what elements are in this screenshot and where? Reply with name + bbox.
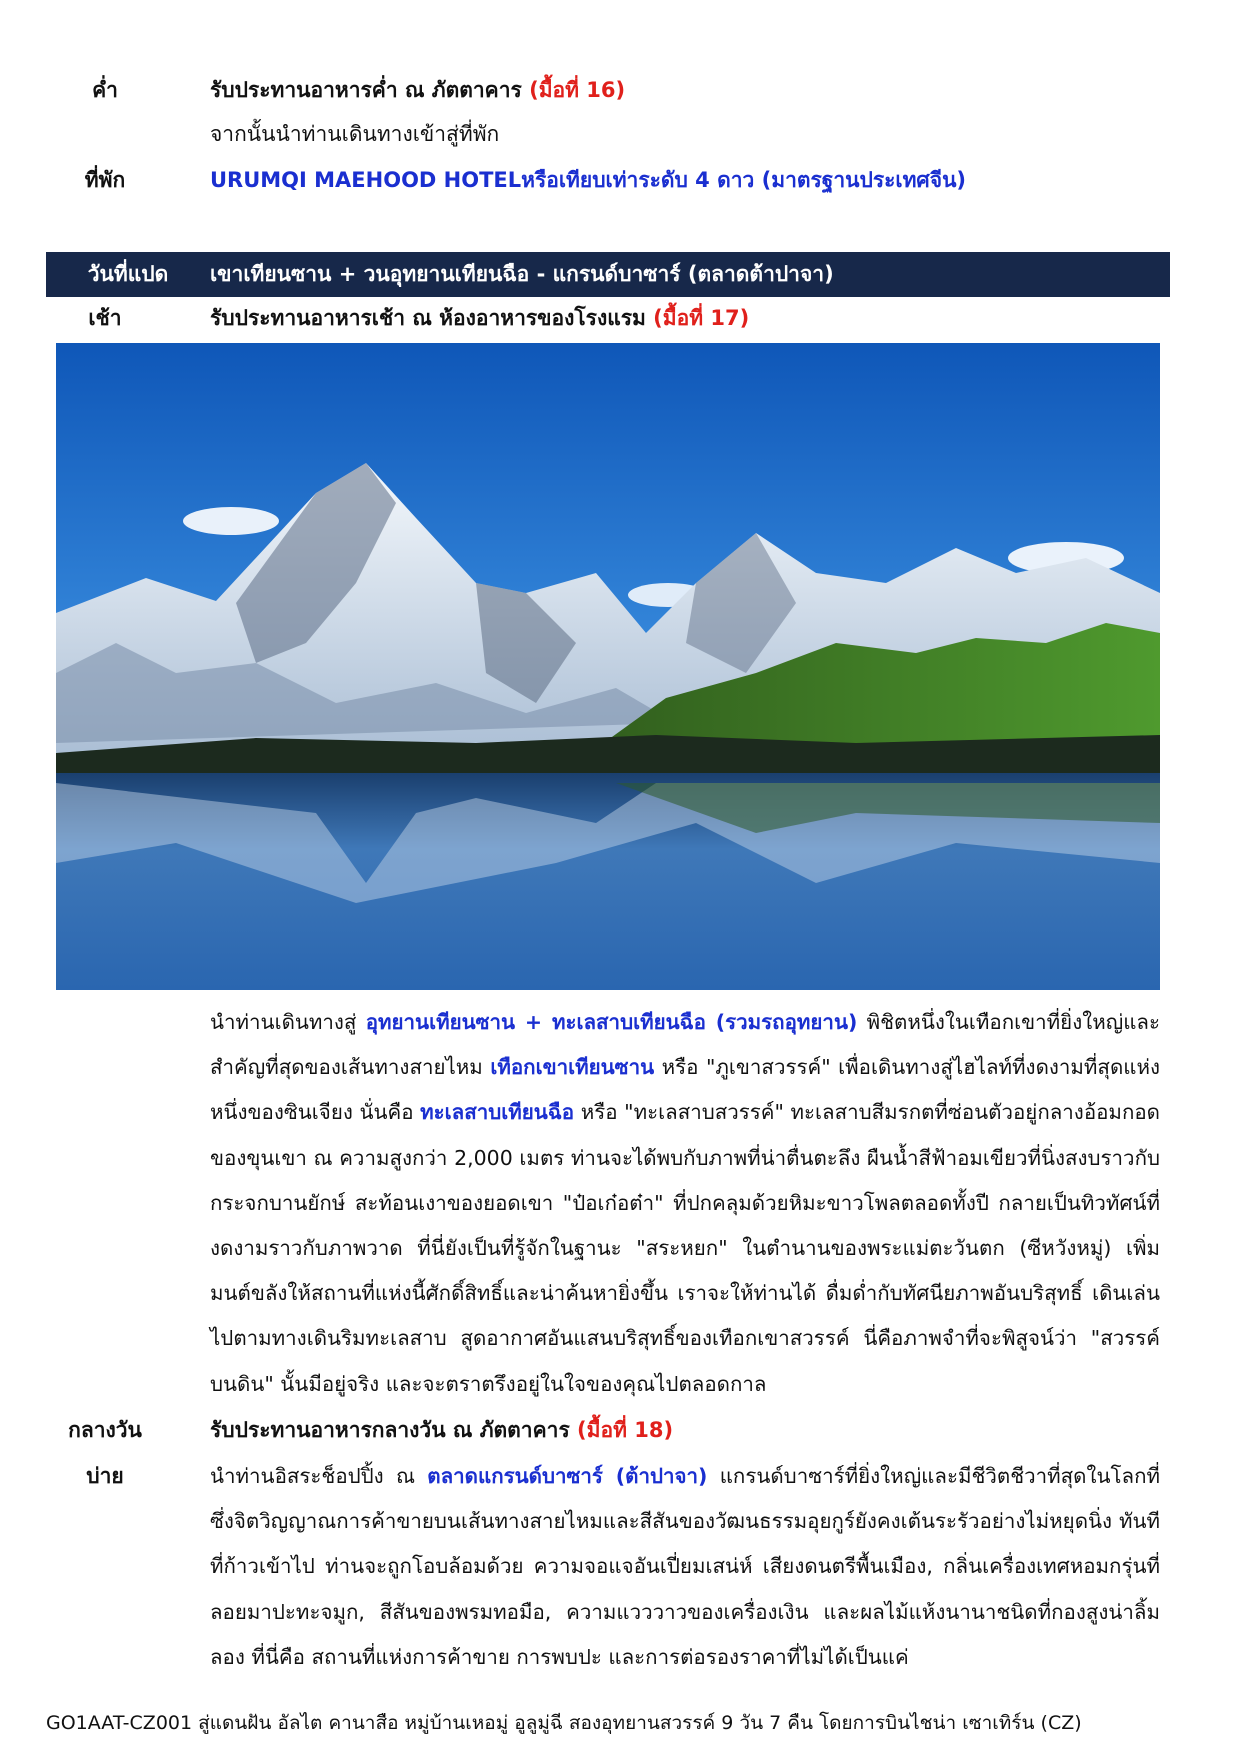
dinner-label: ค่ำ	[92, 78, 118, 102]
tianchi-intro: นำท่านเดินทางสู่	[210, 1010, 357, 1034]
lunch-text: รับประทานอาหารกลางวัน ณ ภัตตาคาร	[210, 1418, 570, 1442]
hotel-label: ที่พัก	[84, 168, 126, 192]
breakfast-meal-number: (มื้อที่ 17)	[653, 306, 750, 330]
breakfast-text-line	[210, 296, 749, 340]
breakfast-text: รับประทานอาหารเช้า ณ ห้องอาหารของโรงแรม	[210, 306, 646, 330]
page-footer: GO1AAT-CZ001 สู่แดนฝัน อัลไต คานาสือ หมู่บ้านเหอมู่ อูลูมู่ฉี สองอุทยานสวรรค์ 9 วัน 7 คืน โดยการบินไชน่า เซาเทิร์น (CZ)	[46, 1712, 1082, 1734]
afternoon-label: บ่าย	[86, 1464, 124, 1488]
tianchi-text-1: พิชิตหนึ่งในเทือกเขาที่ยิ่งใหญ่และสำคัญที่สุดของเส้นทางสายไหม	[210, 1010, 1160, 1080]
day-header-bar	[46, 252, 1170, 297]
lunch-row	[0, 1408, 1241, 1452]
hotel-row	[0, 158, 1241, 202]
tianchi-text-3: หรือ "ทะเลสาบสวรรค์" ทะเลสาบสีมรกตที่ซ่อนตัวอยู่กลางอ้อมกอดของขุนเขา ณ ความสูงกว่า 2,000 เมตร ท่านจะได้พบกับภาพที่น่าตื่นตะลึง ผืนน้ำสีฟ้าอมเขียวที่นิ่งสงบราวกับกระจกบานยักษ์ สะท้อนเงาของยอดเขา "ป๋อเก๋อต๋า" ที่ปกคลุมด้วยหิมะขาวโพลตลอดทั้งปี กลายเป็นทิวทัศน์ที่งดงามราวกับภาพวาด ที่นี่ยังเป็นที่รู้จักในฐานะ "สระหยก" ในตำนานของพระแม่ตะวันตก (ซีหวังหมู่) เพิ่มมนต์ขลังให้สถานที่แห่งนี้ศักดิ์สิทธิ์และน่าค้นหายิ่งขึ้น เราจะให้ท่านได้ ดื่มด่ำกับทัศนียภาพอันบริสุทธิ์ เดินเล่นไปตามทางเดินริมทะเลสาบ สูดอากาศอันแสนบริสุทธิ์ของเทือกเขาสวรรค์ นี่คือภาพจำที่จะพิสูจน์ว่า "สวรรค์บนดิน" นั้นมีอยู่จริง และจะตราตรึงอยู่ในใจของคุณไปตลอดกาล	[210, 1100, 1160, 1396]
breakfast-row	[0, 296, 1241, 340]
dinner-after-text: จากนั้นนำท่านเดินทางเข้าสู่ที่พัก	[210, 122, 500, 146]
afternoon-highlight-bazaar: ตลาดแกรนด์บาซาร์ (ต้าปาจา)	[427, 1464, 708, 1488]
tianchi-lake-photo	[56, 343, 1160, 990]
tianchi-highlight-park: อุทยานเทียนซาน + ทะเลสาบเทียนฉือ (รวมรถอุทยาน)	[365, 1010, 858, 1034]
breakfast-label: เช้า	[88, 306, 122, 330]
afternoon-text: แกรนด์บาซาร์ที่ยิ่งใหญ่และมีชีวิตชีวาที่สุดในโลกที่ซึ่งจิตวิญญาณการค้าขายบนเส้นทางสายไหมและสีสันของวัฒนธรรมอุยกูร์ยังคงเต้นระรัวอย่างไม่หยุดนิ่ง ทันทีที่ก้าวเข้าไป ท่านจะถูกโอบล้อมด้วย ความจอแจอันเปี่ยมเสน่ห์ เสียงดนตรีพื้นเมือง, กลิ่นเครื่องเทศหอมกรุ่นที่ลอยมาปะทะจมูก, สีสันของพรมทอมือ, ความแวววาวของเครื่องเงิน และผลไม้แห้งนานาชนิดที่กองสูงน่าลิ้มลอง ที่นี่คือ สถานที่แห่งการค้าขาย การพบปะ และการต่อรองราคาที่ไม่ได้เป็นแค่	[210, 1464, 1160, 1669]
tianchi-description	[210, 1000, 1160, 1407]
day-title: เขาเทียนซาน + วนอุทยานเทียนฉือ - แกรนด์บาซาร์ (ตลาดต้าปาจา)	[210, 262, 834, 286]
tianchi-highlight-range: เทือกเขาเทียนซาน	[490, 1055, 655, 1080]
day-label: วันที่แปด	[87, 262, 169, 286]
dinner-after-row	[0, 112, 1241, 156]
lunch-meal-number: (มื้อที่ 18)	[577, 1418, 674, 1442]
hotel-name: URUMQI MAEHOOD HOTELหรือเทียบเท่าระดับ 4 ดาว (มาตรฐานประเทศจีน)	[210, 168, 967, 192]
dinner-text-line	[210, 68, 625, 112]
tianchi-highlight-lake: ทะเลสาบเทียนฉือ	[420, 1100, 575, 1125]
dinner-text: รับประทานอาหารค่ำ ณ ภัตตาคาร	[210, 78, 522, 102]
afternoon-intro: นำท่านอิสระช็อปปิ้ง ณ	[210, 1464, 415, 1488]
afternoon-description	[210, 1454, 1160, 1680]
lunch-text-line	[210, 1408, 673, 1452]
dinner-meal-number: (มื้อที่ 16)	[529, 78, 626, 102]
tianchi-text-2: หรือ "ภูเขาสวรรค์" เพื่อเดินทางสู่ไฮไลท์ที่งดงามที่สุดแห่งหนึ่งของซินเจียง นั่นคือ	[210, 1055, 1160, 1125]
dinner-row	[0, 68, 1241, 112]
lunch-label: กลางวัน	[68, 1418, 142, 1442]
